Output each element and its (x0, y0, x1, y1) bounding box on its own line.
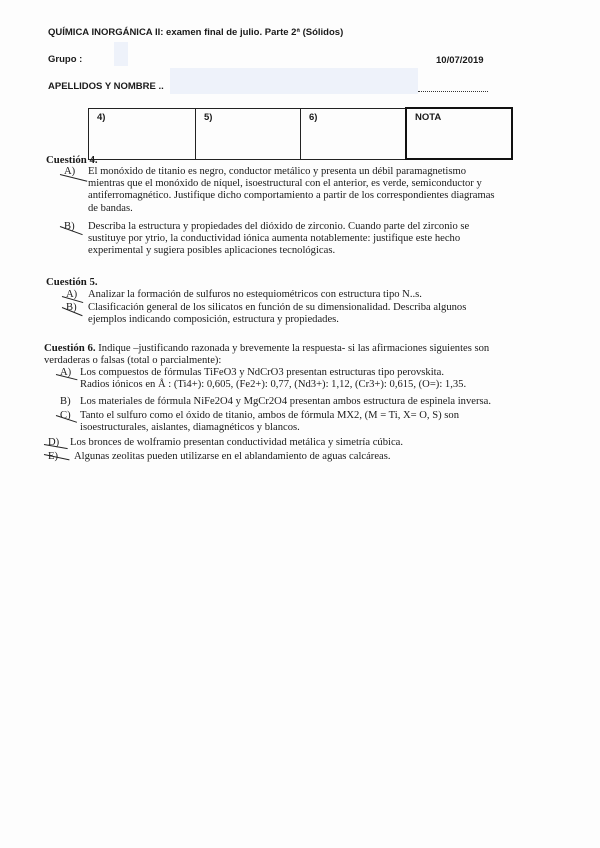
q6-d-marker: D) (48, 437, 60, 448)
q4-b-marker: B) (64, 221, 75, 232)
name-field-redacted (170, 68, 418, 94)
q6-b-text: Los materiales de fórmula NiFe2O4 y MgCr2O4 presentan ambos estructura de espinela inversa. (80, 396, 491, 407)
q6-e-marker: E) (48, 451, 58, 462)
q6-a-text: Los compuestos de fórmulas TiFeO3 y NdCrO3 presentan estructuras tipo perovskita. Radios iónicos en Å : (Ti4+): 0,605, (Fe2+): 0,77, (Nd3+): 1,12, (Cr3+): 0,615, (O=): 1,35. (80, 367, 467, 391)
exam-title: QUÍMICA INORGÁNICA II: examen final de julio. Parte 2ª (Sólidos) (48, 27, 344, 38)
q5-b-marker: B) (66, 302, 77, 313)
grade-cell-6: 6) (301, 108, 407, 159)
q6-c-text: Tanto el sulfuro como el óxido de titanio, ambos de fórmula MX2, (M = Ti, X= O, S) son isoestructurales, aislantes, diamagnéticos y blancos. (80, 410, 460, 434)
q5-b-text: Clasificación general de los silicatos en función de su dimensionalidad. Describa algunos ejemplos indicando composición, estructura y propiedades. (88, 302, 467, 326)
q5-title: Cuestión 5. (46, 276, 98, 288)
exam-date: 10/07/2019 (436, 55, 484, 66)
grupo-field (114, 42, 128, 66)
q6-b-marker: B) (60, 396, 71, 407)
q6-c-marker: C) (60, 410, 71, 421)
q4-b-text: Describa la estructura y propiedades del dióxido de zirconio. Cuando parte del zirconio se sustituye por ytrio, la conductividad iónica aumenta notablemente: justifique este hecho experimental y sugiera posibles aplicaciones tecnológicas. (88, 221, 470, 257)
q5-a-marker: A) (66, 289, 78, 300)
grade-cell-4: 4) (89, 108, 196, 159)
q6-d-text: Los bronces de wolframio presentan conductividad metálica y simetría cúbica. (70, 437, 403, 448)
q4-a-text: El monóxido de titanio es negro, conductor metálico y presenta un débil paramagnetismo mientras que el monóxido de níquel, isoestructural con el anterior, es verde, semiconductor y antiferromagnético. Justifique dicho comportamiento a partir de los correspondientes diagramas de bandas. (88, 166, 495, 214)
q6-a-marker: A) (60, 367, 72, 378)
q4-a-marker: A) (64, 166, 76, 177)
q6-intro: Cuestión 6. Indique –justificando razonada y brevemente la respuesta- si las afirmaciones siguientes son verdaderas o falsas (total o parcialmente): (44, 342, 490, 367)
q6-title: Cuestión 6. (44, 342, 96, 354)
grade-cell-5: 5) (196, 108, 301, 159)
grupo-label: Grupo : (48, 54, 83, 65)
q6-e-text: Algunas zeolitas pueden utilizarse en el ablandamiento de aguas calcáreas. (74, 451, 391, 462)
q4-title: Cuestión 4. (46, 154, 98, 166)
q5-a-text: Analizar la formación de sulfuros no estequiométricos con estructura tipo N..s. (88, 289, 422, 300)
grade-cell-nota: NOTA (406, 108, 512, 159)
grade-table (88, 107, 513, 160)
name-dotted-line (418, 91, 488, 92)
name-label: APELLIDOS Y NOMBRE .. (48, 81, 164, 92)
